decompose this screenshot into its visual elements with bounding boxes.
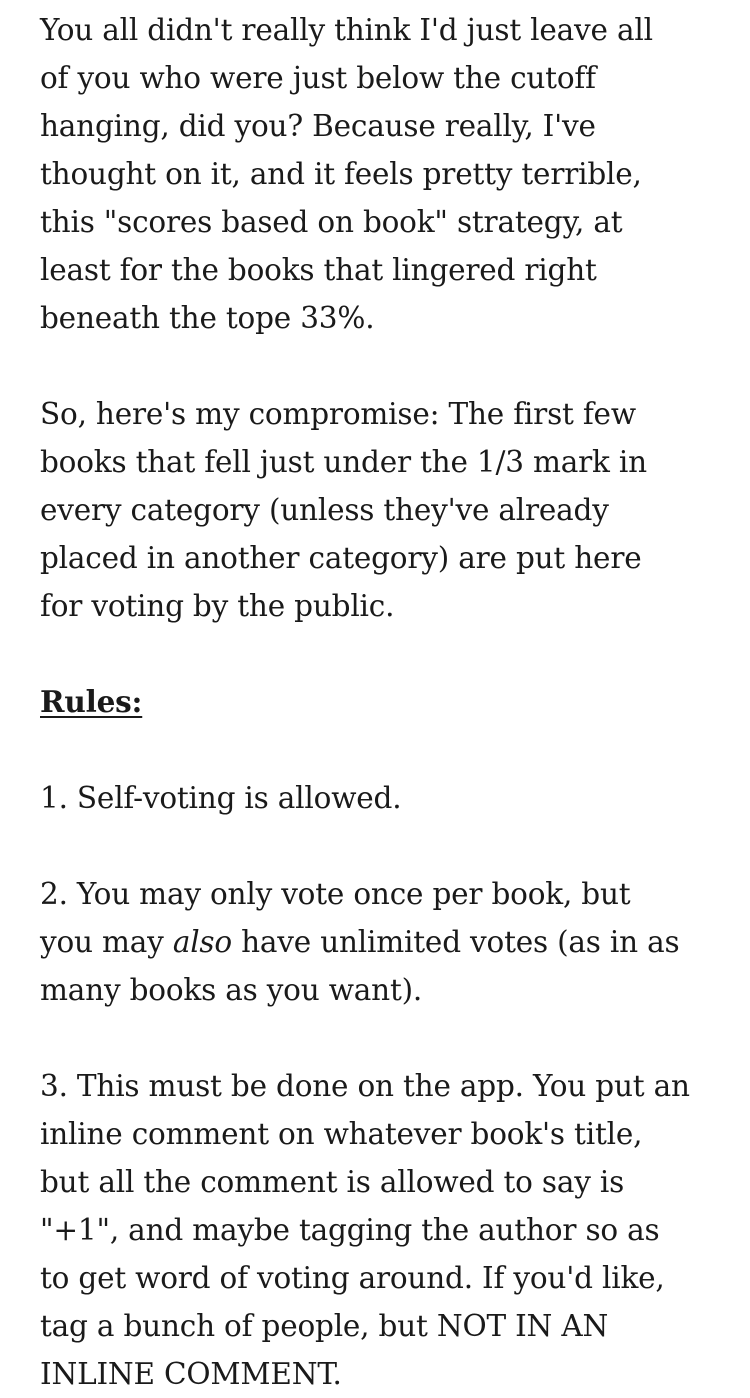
rule-3: 3. This must be done on the app. You put an inline comment on whatever book's title, but all the comment is allowed to say is "+1", and maybe tagging the author so as to get word of voting around. If you'd like, tag a bunch of people, but NOT IN AN INLINE COMMENT. [40, 1069, 690, 1391]
compromise-paragraph: So, here's my compromise: The first few books that fell just under the 1/3 mark in every category (unless they've already placed in another category) are put here for voting by the public. [40, 397, 647, 623]
rules-heading: Rules: [40, 684, 143, 719]
intro-paragraph: You all didn't really think I'd just leave all of you who were just below the cutoff hanging, did you? Because really, I've thought on it, and it feels pretty terrible, this "scores based on book" strategy, at least for the books that lingered right beneath the tope 33%. [40, 13, 653, 335]
rule-2 [40, 870, 690, 1014]
chapter-text [40, 6, 690, 1398]
rule-2-text-start: 2. You may only vote once per book, but you may [40, 877, 631, 959]
rule-2-text-end: have unlimited votes (as in as many books as you want). [40, 925, 680, 1007]
rule-1: 1. Self-voting is allowed. [40, 781, 402, 815]
rule-2-emphasis: also [172, 925, 232, 959]
